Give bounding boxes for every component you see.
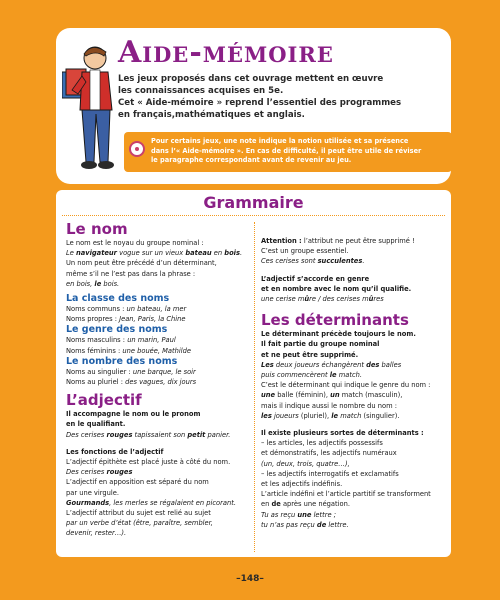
intro-line: Les jeux proposés dans cet ouvrage mettent en œuvre	[118, 74, 384, 84]
example-line: Des cerises rouges tapissaient son petit panier.	[66, 430, 231, 439]
student-with-books-illustration	[62, 42, 122, 174]
example-line: les joueurs (pluriel), le match (singulier).	[261, 411, 400, 420]
text-line: Noms au singulier : une barque, le soir	[66, 367, 196, 376]
section-title: Grammaire	[203, 193, 304, 212]
text-line: Noms féminins : une bouée, Mathilde	[66, 346, 191, 355]
text-line: L’article indéfini et l’article partitif se transforment	[261, 490, 431, 499]
example-line: en bois, le bois.	[66, 279, 120, 288]
example-line: Les deux joueurs échangèrent des balles	[261, 360, 402, 369]
text-line: Le déterminant précède toujours le nom.	[261, 330, 416, 339]
note-line: le paragraphe correspondant avant de revenir au jeu.	[151, 156, 352, 164]
intro-line: les connaissances acquises en 5e.	[118, 86, 284, 96]
example-line: une cerise mûre / des cerises mûres	[261, 295, 384, 304]
column-divider	[254, 222, 255, 552]
text-line: – les adjectifs interrogatifs et exclamatifs	[261, 469, 399, 478]
note-line: Pour certains jeux, une note indique la notion utilisée et sa présence	[151, 137, 409, 145]
text-line: C’est le déterminant qui indique le genre du nom :	[261, 381, 431, 390]
left-column	[66, 220, 250, 539]
text-line: (un, deux, trois, quatre…),	[261, 459, 350, 468]
text-line: en le qualifiant.	[66, 420, 126, 429]
heading-le-nom: Le nom	[66, 220, 128, 238]
text-line: L’adjectif en apposition est séparé du nom	[66, 478, 209, 487]
divider	[62, 215, 445, 217]
text-line: Noms masculins : un marin, Paul	[66, 336, 176, 345]
subheading-fonctions: Les fonctions de l’adjectif	[66, 447, 164, 456]
intro-text	[118, 73, 438, 121]
heading-determinants: Les déterminants	[261, 311, 409, 330]
heading-classe-des-noms: La classe des noms	[66, 293, 170, 305]
example-line: une balle (féminin), un match (masculin),	[261, 391, 403, 400]
text-line: et les adjectifs indéfinis.	[261, 480, 343, 489]
target-icon	[129, 141, 145, 157]
note-text	[151, 137, 447, 166]
text-line: par une virgule.	[66, 488, 119, 497]
text-line: par un verbe d’état (être, paraître, sembler,	[66, 519, 213, 528]
text-line: Attention : l’attribut ne peut être supprimé !	[261, 237, 415, 245]
example-line: Le navigateur vogue sur un vieux bateau en bois.	[66, 249, 243, 258]
example-line: tu n’as pas reçu de lettre.	[261, 520, 349, 529]
note-line: dans l’« Aide-mémoire ». En cas de difficulté, il peut être utile de réviser	[151, 146, 422, 155]
text-line: Il accompagne le nom ou le pronom	[66, 410, 201, 419]
heading-adjectif: L’adjectif	[66, 391, 142, 410]
page-title: Aide-mémoire	[118, 35, 334, 70]
intro-line: Cet « Aide-mémoire » reprend l’essentiel des programmes	[118, 98, 402, 108]
text-line: et ne peut être supprimé.	[261, 350, 359, 359]
example-line: puis commencèrent le match.	[261, 371, 362, 380]
text-line: Noms propres : Jean, Paris, la Chine	[66, 315, 186, 324]
text-line: en de après une négation.	[261, 500, 350, 509]
text-line: – les articles, les adjectifs possessifs	[261, 439, 383, 448]
text-line: Noms au pluriel : des vagues, dix jours	[66, 378, 197, 387]
text-line: même s’il ne l’est pas dans la phrase :	[66, 269, 196, 278]
text-line: C’est un groupe essentiel.	[261, 247, 349, 256]
right-column	[261, 236, 447, 530]
text-line: L’adjectif épithète est placé juste à côté du nom.	[66, 458, 231, 467]
text-line: et démonstratifs, les adjectifs numéraux	[261, 449, 397, 458]
text-line: Noms communs : un bateau, la mer	[66, 305, 187, 314]
text-line: mais il indique aussi le nombre du nom :	[261, 401, 397, 410]
example-line: Des cerises rouges	[66, 468, 133, 477]
heading-nombre-des-noms: Le nombre des noms	[66, 355, 178, 367]
example-line: Ces cerises sont succulentes.	[261, 257, 365, 266]
example-line: Gourmands, les merles se régalaient en picorant.	[66, 498, 236, 507]
heading-genre-des-noms: Le genre des noms	[66, 324, 168, 336]
text-line: L’adjectif attribut du sujet est relié au sujet	[66, 509, 211, 518]
text-line: Il existe plusieurs sortes de déterminants :	[261, 429, 424, 438]
page-number: –148–	[236, 574, 264, 584]
text-line: Il fait partie du groupe nominal	[261, 340, 380, 349]
text-line: devenir, rester…).	[66, 529, 127, 538]
text-line: Le nom est le noyau du groupe nominal :	[66, 239, 204, 247]
text-line: L’adjectif s’accorde en genre	[261, 274, 370, 283]
text-line: Un nom peut être précédé d’un déterminant,	[66, 259, 217, 268]
intro-line: en français,mathématiques et anglais.	[118, 110, 305, 120]
example-line: Tu as reçu une lettre ;	[261, 510, 337, 519]
text-line: et en nombre avec le nom qu’il qualifie.	[261, 284, 412, 293]
